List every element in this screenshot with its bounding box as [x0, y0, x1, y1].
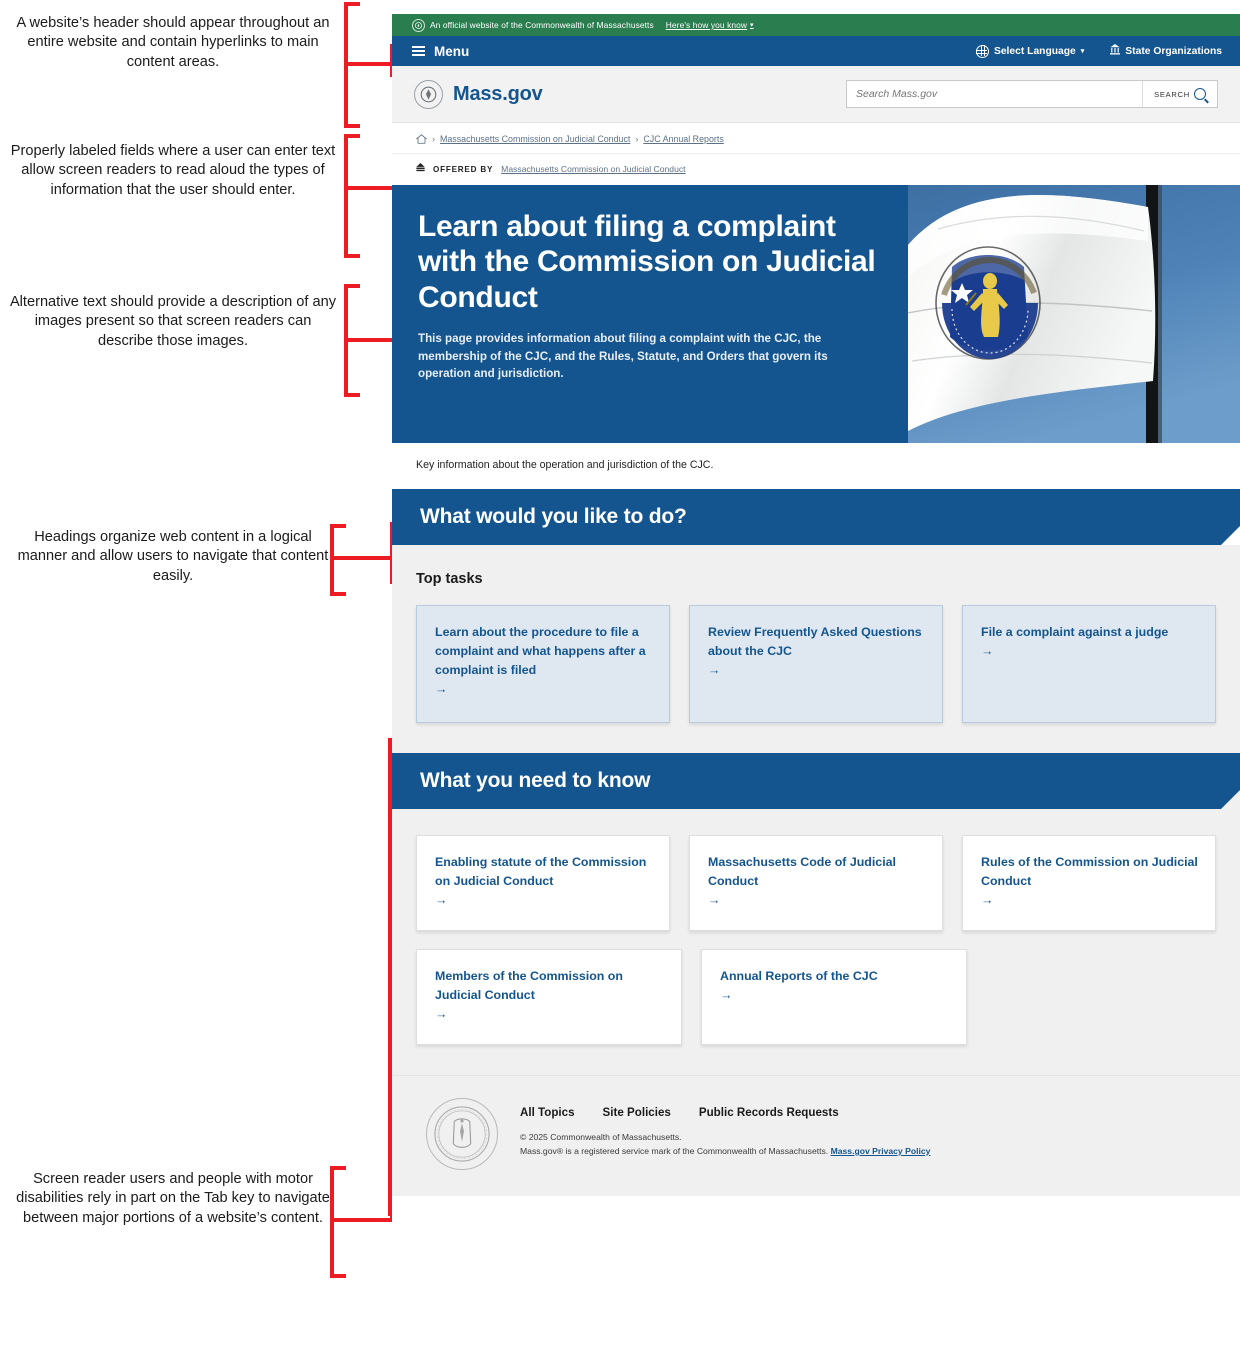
- section-banner-top-tasks: [392, 489, 1240, 545]
- annotation-tab-order-note: Screen reader users and people with motor disabilities rely in part on the Tab key to navigate between major portions of a website’s content.: [16, 1171, 330, 1226]
- footer-links: [520, 1106, 930, 1119]
- need-to-know-card-grid-row2: [416, 949, 1216, 1045]
- need-to-know-card-2-label: Rules of the Commission on Judicial Conduct: [981, 855, 1198, 888]
- search-bar: [846, 80, 1218, 108]
- search-icon: [1194, 88, 1206, 100]
- need-to-know-card-2[interactable]: [962, 835, 1216, 931]
- heres-how-you-know-label: Here's how you know: [665, 20, 748, 30]
- menu-label: Menu: [434, 43, 470, 59]
- need-to-know-section: [392, 809, 1240, 1075]
- page-title: Learn about filing a complaint with the Commission on Judicial Conduct: [418, 210, 876, 314]
- flag-photo: [908, 185, 1240, 443]
- chevron-down-icon: ▾: [1080, 48, 1085, 55]
- arrow-right-icon: →: [708, 892, 721, 907]
- annotation-header-note: A website’s header should appear throughout an entire website and contain hyperlinks to main content areas.: [16, 15, 330, 70]
- arrow-right-icon: →: [981, 892, 994, 907]
- select-language-button[interactable]: [976, 45, 1084, 58]
- site-header: [392, 66, 1240, 123]
- annotation-alt-text-note: Alternative text should provide a description of any images present so that screen readers can describe those images.: [9, 294, 337, 349]
- breadcrumb-item-0[interactable]: Massachusetts Commission on Judicial Conduct: [439, 134, 631, 144]
- breadcrumb-separator: ›: [432, 134, 435, 144]
- chevron-down-icon: ▾: [750, 22, 754, 29]
- footer-link-public-records[interactable]: Public Records Requests: [698, 1106, 839, 1119]
- arrow-right-icon: →: [435, 681, 448, 696]
- building-icon: [1110, 44, 1120, 58]
- top-tasks-section: [392, 545, 1240, 753]
- offered-by: [392, 154, 1240, 185]
- search-button-label: SEARCH: [1154, 89, 1190, 99]
- footer-link-site-policies[interactable]: Site Policies: [602, 1106, 671, 1119]
- section-banner-need-to-know-title: What you need to know: [420, 769, 651, 792]
- banner-notch-decoration: [1221, 526, 1240, 545]
- gov-banner-text: An official website of the Commonwealth of Massachusetts: [430, 20, 654, 30]
- search-input[interactable]: [847, 81, 1142, 107]
- annotation-headings-note: Headings organize web content in a logical manner and allow users to navigate that content easily.: [17, 529, 329, 584]
- breadcrumb: [392, 123, 1240, 154]
- section-banner-need-to-know: [392, 753, 1240, 809]
- hamburger-icon: [412, 46, 425, 56]
- arrow-right-icon: →: [720, 987, 733, 1002]
- annotation-form-field-note: Properly labeled fields where a user can enter text allow screen readers to read aloud the types of information that the user should enter.: [10, 143, 336, 198]
- annotation-layer: [0, 0, 390, 1363]
- need-to-know-card-1-label: Massachusetts Code of Judicial Conduct: [708, 855, 896, 888]
- breadcrumb-item-1[interactable]: CJC Annual Reports: [643, 134, 724, 144]
- top-task-card-1-label: Review Frequently Asked Questions about the CJC: [708, 625, 922, 658]
- home-icon[interactable]: [416, 134, 427, 144]
- globe-icon: [976, 45, 989, 58]
- need-to-know-card-1[interactable]: [689, 835, 943, 931]
- mass-seal-icon: [426, 1098, 498, 1170]
- top-task-card-0-label: Learn about the procedure to file a complaint and what happens after a complaint is filed: [435, 625, 646, 677]
- top-tasks-heading: Top tasks: [416, 571, 483, 587]
- mass-gov-logo[interactable]: [414, 80, 543, 109]
- arrow-right-icon: →: [981, 643, 994, 658]
- need-to-know-card-3-label: Members of the Commission on Judicial Conduct: [435, 969, 623, 1002]
- offered-by-org[interactable]: Massachusetts Commission on Judicial Conduct: [501, 164, 686, 174]
- top-task-card-2-label: File a complaint against a judge: [981, 625, 1169, 639]
- key-information-text: Key information about the operation and jurisdiction of the CJC.: [392, 443, 1240, 489]
- state-seal-icon: [412, 19, 425, 32]
- section-banner-top-tasks-title: What would you like to do?: [420, 505, 687, 528]
- breadcrumb-separator-2: ›: [635, 134, 639, 144]
- top-task-card-0[interactable]: [416, 605, 670, 723]
- arrow-right-icon: →: [435, 1006, 448, 1021]
- need-to-know-card-0[interactable]: [416, 835, 670, 931]
- hero-banner: [392, 185, 1240, 443]
- state-organizations-link[interactable]: [1110, 44, 1222, 58]
- offered-by-label: OFFERED BY: [433, 164, 494, 174]
- need-to-know-card-3[interactable]: [416, 949, 682, 1045]
- mass-gov-page: [392, 14, 1240, 1363]
- need-to-know-card-grid-row1: [416, 835, 1216, 931]
- search-button[interactable]: [1142, 81, 1217, 107]
- primary-navigation-bar: [392, 36, 1240, 66]
- official-gov-banner: [392, 14, 1240, 36]
- menu-button[interactable]: [412, 44, 469, 59]
- footer-trademark: Mass.gov® is a registered service mark of the Commonwealth of Massachusetts.: [520, 1145, 829, 1156]
- arrow-right-icon: →: [435, 892, 448, 907]
- brand-name: Mass.gov: [453, 82, 543, 105]
- need-to-know-card-0-label: Enabling statute of the Commission on Judicial Conduct: [435, 855, 647, 888]
- site-footer: [392, 1075, 1240, 1196]
- org-badge-icon: [416, 163, 425, 175]
- footer-copyright: © 2025 Commonwealth of Massachusetts.: [520, 1132, 682, 1142]
- need-to-know-card-4[interactable]: [701, 949, 967, 1045]
- banner-notch-decoration: [1221, 790, 1240, 809]
- footer-link-all-topics[interactable]: All Topics: [520, 1106, 575, 1119]
- footer-privacy-policy-link[interactable]: Mass.gov Privacy Policy: [830, 1145, 931, 1156]
- mass-seal-icon: [414, 80, 443, 109]
- select-language-label: Select Language: [993, 45, 1076, 57]
- state-organizations-label: State Organizations: [1125, 45, 1222, 57]
- top-tasks-card-grid: [416, 605, 1216, 723]
- need-to-know-card-4-label: Annual Reports of the CJC: [720, 969, 878, 983]
- heres-how-you-know-link[interactable]: [666, 20, 754, 30]
- top-task-card-1[interactable]: [689, 605, 943, 723]
- arrow-right-icon: →: [708, 662, 721, 677]
- page-description: This page provides information about filing a complaint with the CJC, the membership of the CJC, and the Rules, Statute, and Orders that govern its operation and jurisdiction.: [418, 332, 828, 380]
- top-task-card-2[interactable]: [962, 605, 1216, 723]
